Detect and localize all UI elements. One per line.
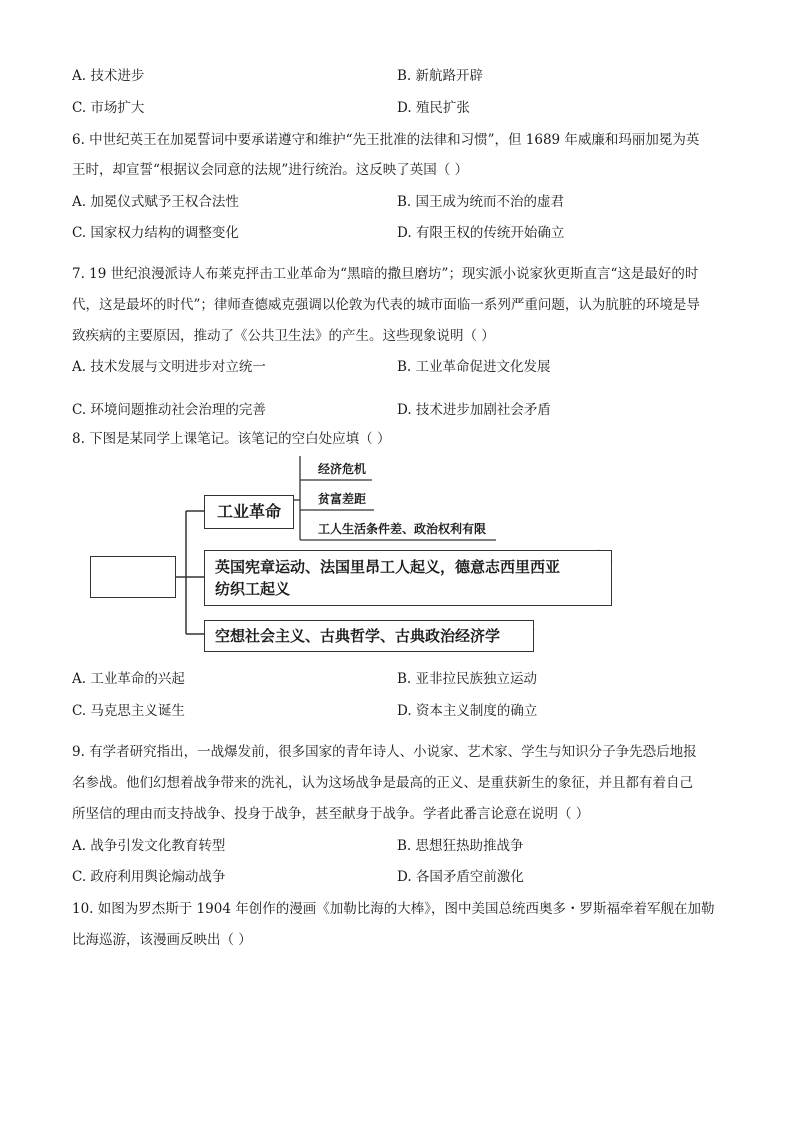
q6-option-c: C. 国家权力结构的调整变化 bbox=[72, 225, 239, 241]
q5-option-d: D. 殖民扩张 bbox=[397, 100, 470, 116]
q9-option-c: C. 政府利用舆论煽动战争 bbox=[72, 869, 226, 885]
movements-line2: 纺织工起义 bbox=[215, 580, 291, 598]
q6-stem-line1: 6. 中世纪英王在加冕誓词中要承诺遵守和维护“先王批准的法律和习惯”，但 1689 年威廉和玛丽加冕为英 bbox=[72, 132, 700, 148]
sub-worker-conditions: 工人生活条件差、政治权利有限 bbox=[318, 522, 487, 536]
q9-option-d: D. 各国矛盾空前激化 bbox=[397, 869, 524, 885]
q8-option-a: A. 工业革命的兴起 bbox=[72, 671, 185, 687]
q9-option-b: B. 思想狂热助推战争 bbox=[397, 838, 524, 854]
q7-option-d: D. 技术进步加剧社会矛盾 bbox=[397, 402, 551, 418]
q9-stem-line2: 名参战。他们幻想着战争带来的洗礼，认为这场战争是最高的正义、是重获新生的象征，并且都有着自己 bbox=[72, 775, 693, 791]
q8-option-d: D. 资本主义制度的确立 bbox=[397, 703, 538, 719]
q8-stem: 8. 下图是某同学上课笔记。该笔记的空白处应填（ ） bbox=[72, 431, 391, 447]
q8-option-c: C. 马克思主义诞生 bbox=[72, 703, 185, 719]
q8-option-b: B. 亚非拉民族独立运动 bbox=[397, 671, 538, 687]
q5-option-c: C. 市场扩大 bbox=[72, 100, 145, 116]
node-industrial-revolution: 工业革命 bbox=[204, 495, 294, 529]
q7-stem-line3: 致疾病的主要原因，推动了《公共卫生法》的产生。这些现象说明（ ） bbox=[72, 328, 495, 344]
q6-option-b: B. 国王成为统而不治的虚君 bbox=[397, 194, 565, 210]
q7-option-c: C. 环境问题推动社会治理的完善 bbox=[72, 402, 266, 418]
q7-stem-line1: 7. 19 世纪浪漫派诗人布莱克抨击工业革命为“黑暗的撒旦磨坊”；现实派小说家狄更斯直言“这是最好的时 bbox=[72, 266, 699, 282]
sub-wealth-gap: 贫富差距 bbox=[318, 492, 367, 506]
q6-stem-line2: 王时，却宣誓“根据议会同意的法规”进行统治。这反映了英国（ ） bbox=[72, 162, 469, 178]
q7-stem-line2: 代，这是最坏的时代”；律师查德威克强调以伦敦为代表的城市面临一系列严重问题，认为肮脏的环境是导 bbox=[72, 297, 700, 313]
q6-option-a: A. 加冕仪式赋予王权合法性 bbox=[72, 194, 239, 210]
q10-stem-line1: 10. 如图为罗杰斯于 1904 年创作的漫画《加勒比海的大棒》，图中美国总统西奥多・罗斯福牵着军舰在加勒 bbox=[72, 901, 715, 917]
node-workers-movements bbox=[204, 550, 612, 606]
q9-option-a: A. 战争引发文化教育转型 bbox=[72, 838, 226, 854]
q6-option-d: D. 有限王权的传统开始确立 bbox=[397, 225, 565, 241]
q5-option-b: B. 新航路开辟 bbox=[397, 68, 484, 84]
q7-option-a: A. 技术发展与文明进步对立统一 bbox=[72, 359, 266, 375]
node-theories: 空想社会主义、古典哲学、古典政治经济学 bbox=[204, 620, 534, 652]
sub-economic-crisis: 经济危机 bbox=[318, 462, 367, 476]
blank-answer-box bbox=[90, 556, 176, 598]
q9-stem-line1: 9. 有学者研究指出，一战爆发前，很多国家的青年诗人、小说家、艺术家、学生与知识分子争先恐后地报 bbox=[72, 744, 697, 760]
q9-stem-line3: 所坚信的理由而支持战争、投身于战争，甚至献身于战争。学者此番言论意在说明（ ） bbox=[72, 806, 590, 822]
q7-option-b: B. 工业革命促进文化发展 bbox=[397, 359, 551, 375]
q10-stem-line2: 比海巡游，该漫画反映出（ ） bbox=[72, 932, 252, 948]
movements-line1: 英国宪章运动、法国里昂工人起义，德意志西里西亚 bbox=[215, 558, 561, 576]
q5-option-a: A. 技术进步 bbox=[72, 68, 145, 84]
